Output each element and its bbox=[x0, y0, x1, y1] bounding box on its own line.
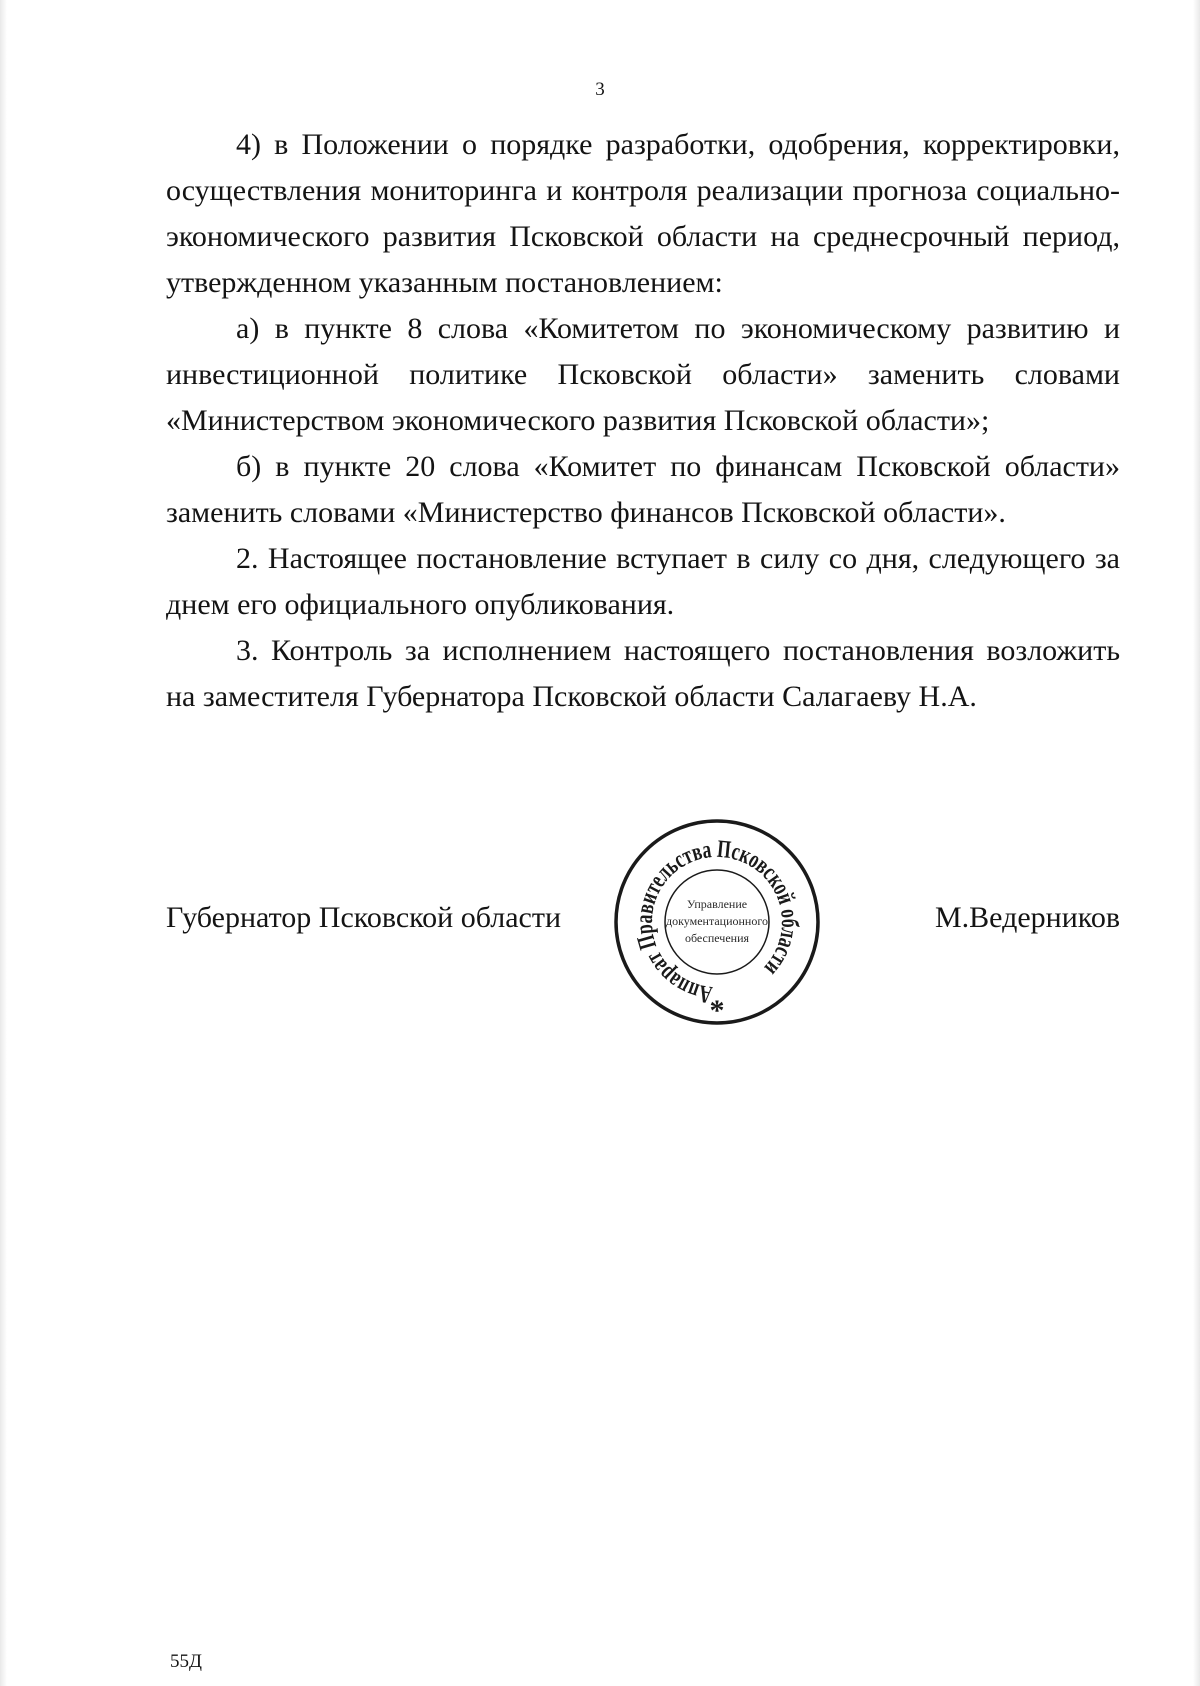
seal-inner-line-1: Управление bbox=[686, 897, 748, 911]
signer-title: Губернатор Псковской области bbox=[166, 901, 562, 934]
document-code: 55Д bbox=[170, 1651, 202, 1672]
scan-edge-right bbox=[1193, 0, 1200, 1686]
paragraph-subitem-b: б) в пункте 20 слова «Комитет по финансам Псковской области» заменить словами «Министерство финансов Псковской области». bbox=[166, 450, 1120, 529]
scan-edge-left bbox=[0, 0, 7, 1686]
signature-block bbox=[166, 898, 1120, 938]
document-body bbox=[166, 122, 1120, 720]
paragraph-clause-2: 2. Настоящее постановление вступает в силу со дня, следующего за днем его официального опубликования. bbox=[166, 542, 1120, 621]
seal-inner-line-2: документационного bbox=[666, 914, 768, 928]
paragraph-item-4: 4) в Положении о порядке разработки, одобрения, корректировки, осуществления мониторинга и контроля реализации прогноза социально-экономического развития Псковской области на среднесрочный период, утвержденном указанным постановлением: bbox=[166, 128, 1120, 299]
seal-star-icon: * bbox=[709, 994, 725, 1027]
signer-name: М.Ведерников bbox=[934, 901, 1120, 934]
seal-outer-text: Аппарат Правительства Псковской области bbox=[630, 835, 804, 1008]
page-number: 3 bbox=[595, 79, 605, 100]
paragraph-clause-3: 3. Контроль за исполнением настоящего постановления возложить на заместителя Губернатора Псковской области Салагаеву Н.А. bbox=[166, 634, 1120, 713]
seal-inner-line-3: обеспечения bbox=[684, 931, 750, 945]
paragraph-subitem-a: а) в пункте 8 слова «Комитетом по экономическому развитию и инвестиционной политике Псковской области» заменить словами «Министерством экономического развития Псковской области»; bbox=[166, 312, 1120, 437]
